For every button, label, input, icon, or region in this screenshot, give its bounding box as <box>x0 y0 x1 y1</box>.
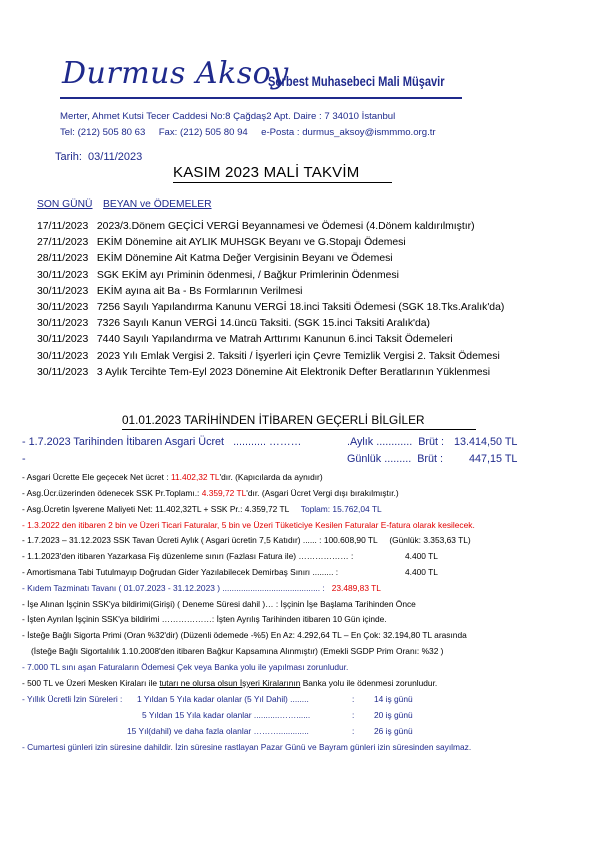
date-label: Tarih: <box>55 151 82 163</box>
wage-monthly-amount: 13.414,50 TL <box>454 436 518 448</box>
section-underline <box>122 429 476 430</box>
calendar-row <box>37 253 393 264</box>
wage-row-daily-values <box>347 453 443 465</box>
calendar-row-text: 7256 Sayılı Yapılandırma Kanunu VERGİ 18.inci Taksiti Ödemesi (SGK 18.Tks.Aralık'da) <box>96 302 505 313</box>
ssk-total-value: 4.359,72 TL <box>201 488 247 498</box>
letterhead-divider <box>60 97 462 99</box>
calendar-row-date: 30/11/2023 <box>37 318 89 330</box>
employer-cost-label: - Asg.Ücretin İşverene Maliyeti Net: 11.402,32TL + SSK Pr.: 4.359,72 TL <box>22 504 290 514</box>
kidem-value: 23.489,83 TL <box>331 583 381 593</box>
title-underline <box>173 182 392 183</box>
calendar-row <box>37 351 500 362</box>
ssk-total-note: 'dır. (Asgari Ücret Vergi dışı bırakılmıştır.) <box>246 488 399 498</box>
yazarkasa-value: 4.400 TL <box>405 551 438 561</box>
calendar-row-text: EKİM Dönemine Ait Katma Değer Vergisinin Beyanı ve Ödemesi <box>96 253 393 265</box>
net-wage-note: 'dır. (Kapıcılarda da aynıdır) <box>219 472 323 482</box>
calendar-row <box>37 237 406 248</box>
calendar-row <box>37 221 475 232</box>
leave-durations-label: - Yıllık Ücretli İzin Süreleri : <box>22 694 123 704</box>
fax-label: Fax: <box>158 127 178 138</box>
phone-value: (212) 505 80 63 <box>77 127 146 138</box>
fax-value: (212) 505 80 94 <box>180 127 248 138</box>
rent-rule-line <box>22 678 437 688</box>
leave-row-1-value: 14 iş günü <box>374 694 413 704</box>
ssk-ceiling-value: 100.608,90 TL <box>323 535 378 545</box>
calendar-row-text: 2023 Yılı Emlak Vergisi 2. Taksiti / İşyerleri için Çevre Temizlik Vergisi 2. Taksit Ödemesi <box>96 350 500 362</box>
net-wage-label: - Asgari Ücrette Ele geçecek Net ücret : <box>22 472 169 482</box>
calendar-row-date: 30/11/2023 <box>37 285 89 297</box>
calendar-row-date: 30/11/2023 <box>37 350 89 362</box>
calendar-row-date: 30/11/2023 <box>37 269 89 281</box>
phone-label: Tel: <box>60 127 75 138</box>
calendar-row-date: 17/11/2023 <box>37 221 89 232</box>
ssk-ceiling-label: - 1.7.2023 – 31.12.2023 SSK Tavan Ücreti Aylık ( Asgari ücretin 7,5 Katıdır) ...... : <box>22 535 322 545</box>
calendar-row-text: 2023/3.Dönem GEÇİCİ VERGİ Beyannamesi ve Ödemesi (4.Dönem kaldırılmıştır) <box>96 221 475 232</box>
email-label: e-Posta : <box>261 127 300 138</box>
wage-row-monthly-label <box>22 436 301 448</box>
wage-monthly-period: .Aylık ............ <box>347 436 413 448</box>
hire-notice-line: - İşe Alınan İşçinin SSK'ya bildirimi(Girişi) ( Deneme Süresi dahil )… : İşçinin İşe Başlama Tarihinden Önce <box>22 599 416 609</box>
calendar-row-text: EKİM ayına ait Ba - Bs Formlarının Verilmesi <box>96 285 303 297</box>
employer-cost-total: Toplam: 15.762,04 TL <box>300 504 382 514</box>
wage-row-monthly-values <box>347 436 444 448</box>
calendar-row <box>37 318 430 329</box>
calendar-row <box>37 270 399 281</box>
calendar-row-text: 7440 Sayılı Yapılandırma ve Matrah Arttırımı Kanunun 6.inci Taksit Ödemeleri <box>96 334 453 346</box>
voluntary-insurance-note: (İsteğe Bağlı Sigortalılık 1.10.2008'den itibaren Bağkur Kapsamına Alınmıştır) (Emekli SGDP Prim Oranı: %32 ) <box>31 646 444 656</box>
calendar-header-item: BEYAN ve ÖDEMELER <box>103 199 212 210</box>
leave-row-3-text: 15 Yıl(dahil) ve daha fazla olanlar ………............. <box>127 726 309 736</box>
leave-row-3-value: 26 iş günü <box>374 726 413 736</box>
wage-row-daily-label: - <box>22 453 26 465</box>
leave-row-2-colon: : <box>352 710 355 720</box>
calendar-row-text: 7326 Sayılı Kanun VERGİ 14.üncü Taksiti. (SGK 15.inci Taksiti Aralık'da) <box>96 318 431 330</box>
efatura-line: - 1.3.2022 den itibaren 2 bin ve Üzeri Ticari Faturalar, 5 bin ve Üzeri Tüketiciye Kesilen Faturalar E-fatura olarak kesilecek. <box>22 520 475 530</box>
section-title: 01.01.2023 TARİHİNDEN İTİBAREN GEÇERLİ BİLGİLER <box>122 413 425 427</box>
employer-cost-line <box>22 504 382 514</box>
saturday-rule-line: - Cumartesi günleri izin süresine dahildir. İzin süresine rastlayan Pazar Günü ve Bayram günleri izin süresinden sayılmaz. <box>22 742 472 752</box>
amortisman-value: 4.400 TL <box>405 567 438 577</box>
amortisman-line: - Amortismana Tabi Tutulmayıp Doğrudan Gider Yazılabilecek Demirbaş Sınırı ......... : <box>22 567 339 577</box>
kidem-line <box>22 583 381 593</box>
letterhead-tagline: Serbest Muhasebeci Mali Müşavir <box>268 74 445 89</box>
leave-row-2-text: 5 Yıldan 15 Yıla kadar olanlar ...........……...... <box>142 710 311 720</box>
ssk-total-label: - Asg.Ücr.üzerinden ödenecek SSK Pr.Toplamı.: <box>22 488 200 498</box>
cheque-rule-line: - 7.000 TL sını aşan Faturaların Ödemesi Çek veya Banka yolu ile yapılması zorunludur. <box>22 662 349 672</box>
calendar-row-date: 30/11/2023 <box>37 302 89 313</box>
wage-daily-period: Günlük ......... <box>347 453 412 465</box>
wage-daily-amount: 447,15 TL <box>469 453 518 465</box>
address: Merter, Ahmet Kutsi Tecer Caddesi No:8 Çağdaş2 Apt. Daire : 7 34010 İstanbul <box>60 111 396 122</box>
yazarkasa-line: - 1.1.2023'den itibaren Yazarkasa Fiş düzenleme sınırı (Fazlası Fatura ile) ……………… : <box>22 551 354 561</box>
wage-monthly-dots: ........... ……… <box>233 436 302 448</box>
leave-row-2-value: 20 iş günü <box>374 710 413 720</box>
wage-monthly-text: - 1.7.2023 Tarihinden İtibaren Asgari Ücret <box>22 436 225 448</box>
calendar-row-text: EKİM Dönemine ait AYLIK MUHSGK Beyanı ve G.Stopajı Ödemesi <box>96 237 406 249</box>
leave-row-1-colon: : <box>352 694 355 704</box>
calendar-row <box>37 367 490 378</box>
calendar-row-text: 3 Aylık Tercihte Tem-Eyl 2023 Dönemine Ait Elektronik Defter Beratlarının Yüklenmesi <box>96 366 491 378</box>
kidem-label: - Kıdem Tazminatı Tavanı ( 01.07.2023 - 31.12.2023 ) .......................................... : <box>22 583 325 593</box>
calendar-row-date: 28/11/2023 <box>37 253 89 265</box>
leave-row-3-colon: : <box>352 726 355 736</box>
wage-monthly-gross-label: Brüt : <box>418 436 445 448</box>
net-wage-line <box>22 472 323 482</box>
calendar-row <box>37 286 302 297</box>
calendar-header-date: SON GÜNÜ <box>37 199 93 210</box>
ssk-total-line <box>22 488 399 498</box>
calendar-row-text: SGK EKİM ayı Priminin ödenmesi, / Bağkur Primlerinin Ödenmesi <box>96 269 399 281</box>
voluntary-insurance-line: - İsteğe Bağlı Sigorta Primi (Oran %32'dir) (Düzenli ödemede -%5) En Az: 4.292,64 TL – En Çok: 32.194,80 TL arasında <box>22 630 467 640</box>
calendar-row <box>37 334 453 345</box>
ssk-ceiling-daily: (Günlük: 3.353,63 TL) <box>389 535 471 545</box>
net-wage-value: 11.402,32 TL <box>170 472 220 482</box>
ssk-ceiling-line <box>22 535 471 545</box>
letterhead-name: Durmus Aksoy <box>62 56 289 91</box>
date-value: 03/11/2023 <box>88 151 143 163</box>
wage-daily-gross-label: Brüt : <box>417 453 444 465</box>
leave-row-1-text: 1 Yıldan 5 Yıla kadar olanlar (5 Yıl Dahil) ........ <box>137 694 309 704</box>
rent-rule-underlined: tutarı ne olursa olsun İşyeri Kiralarının <box>159 678 301 688</box>
calendar-row-date: 30/11/2023 <box>37 366 89 378</box>
document-date <box>55 151 142 163</box>
calendar-row <box>37 302 504 313</box>
rent-rule-suffix: Banka yolu ile ödenmesi zorunludur. <box>302 678 438 688</box>
page-title: KASIM 2023 MALİ TAKVİM <box>173 164 360 181</box>
rent-rule-prefix: - 500 TL ve Üzeri Mesken Kiraları ile <box>22 678 157 688</box>
leave-notice-line: - İşten Ayrılan İşçinin SSK'ya bildirimi ………………: İşten Ayrılış Tarihinden itibaren 10 Gün içinde. <box>22 614 387 624</box>
email-link[interactable]: durmus_aksoy@ismmmo.org.tr <box>302 127 436 138</box>
contact-line <box>60 127 436 138</box>
calendar-row-date: 30/11/2023 <box>37 334 89 346</box>
calendar-row-date: 27/11/2023 <box>37 237 89 249</box>
